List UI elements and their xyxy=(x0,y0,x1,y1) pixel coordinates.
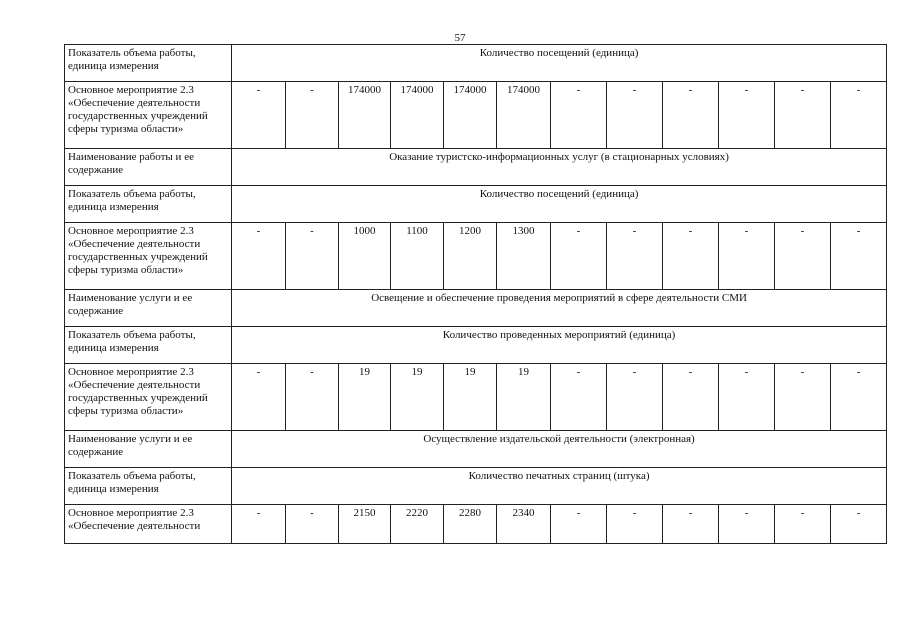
indicator-label: Показатель объема работы, единица измерения xyxy=(65,45,232,82)
service-name-label: Наименование услуги и ее содержание xyxy=(65,290,232,327)
value-cell: - xyxy=(286,223,339,290)
value-cell: 1000 xyxy=(339,223,391,290)
table-row xyxy=(65,290,887,327)
value-cell: - xyxy=(831,364,887,431)
value-cell: - xyxy=(551,82,607,149)
indicator-text: Количество посещений (единица) xyxy=(232,186,887,223)
value-cell: 2280 xyxy=(444,505,497,544)
value-cell: - xyxy=(719,223,775,290)
value-cell: - xyxy=(663,505,719,544)
table-row xyxy=(65,364,887,431)
value-cell: - xyxy=(831,82,887,149)
value-cell: 2150 xyxy=(339,505,391,544)
value-cell: 19 xyxy=(497,364,551,431)
name-text: Освещение и обеспечение проведения мероприятий в сфере деятельности СМИ xyxy=(232,290,887,327)
value-cell: - xyxy=(232,82,286,149)
indicators-table xyxy=(64,44,887,544)
indicator-text: Количество печатных страниц (штука) xyxy=(232,468,887,505)
value-cell: - xyxy=(663,223,719,290)
indicator-label: Показатель объема работы, единица измерения xyxy=(65,327,232,364)
service-name-label: Наименование услуги и ее содержание xyxy=(65,431,232,468)
activity-label: Основное мероприятие 2.3 «Обеспечение деятельности xyxy=(65,505,232,544)
value-cell: 174000 xyxy=(339,82,391,149)
value-cell: 1100 xyxy=(391,223,444,290)
value-cell: 2220 xyxy=(391,505,444,544)
value-cell: 1200 xyxy=(444,223,497,290)
value-cell: - xyxy=(232,223,286,290)
page-number: 57 xyxy=(454,32,466,44)
value-cell: - xyxy=(551,505,607,544)
table-row xyxy=(65,186,887,223)
value-cell: 174000 xyxy=(444,82,497,149)
value-cell: - xyxy=(232,364,286,431)
activity-label: Основное мероприятие 2.3 «Обеспечение деятельности государственных учреждений сферы туризма области» xyxy=(65,82,232,149)
value-cell: - xyxy=(286,505,339,544)
value-cell: 19 xyxy=(339,364,391,431)
value-cell: 1300 xyxy=(497,223,551,290)
value-cell: - xyxy=(663,364,719,431)
value-cell: 174000 xyxy=(497,82,551,149)
value-cell: 19 xyxy=(444,364,497,431)
table-row xyxy=(65,468,887,505)
table-row xyxy=(65,327,887,364)
table-row xyxy=(65,149,887,186)
name-text: Осуществление издательской деятельности (электронная) xyxy=(232,431,887,468)
value-cell: - xyxy=(286,364,339,431)
value-cell: - xyxy=(232,505,286,544)
table-row xyxy=(65,505,887,544)
value-cell: - xyxy=(831,505,887,544)
indicator-text: Количество проведенных мероприятий (единица) xyxy=(232,327,887,364)
value-cell: - xyxy=(551,223,607,290)
value-cell: - xyxy=(551,364,607,431)
value-cell: - xyxy=(775,505,831,544)
value-cell: - xyxy=(663,82,719,149)
indicator-text: Количество посещений (единица) xyxy=(232,45,887,82)
value-cell: - xyxy=(719,364,775,431)
activity-label: Основное мероприятие 2.3 «Обеспечение деятельности государственных учреждений сферы туризма области» xyxy=(65,223,232,290)
value-cell: - xyxy=(607,505,663,544)
value-cell: - xyxy=(286,82,339,149)
value-cell: 19 xyxy=(391,364,444,431)
table-row xyxy=(65,45,887,82)
table-row xyxy=(65,82,887,149)
indicator-label: Показатель объема работы, единица измерения xyxy=(65,468,232,505)
table-row xyxy=(65,223,887,290)
value-cell: - xyxy=(607,82,663,149)
value-cell: 174000 xyxy=(391,82,444,149)
value-cell: - xyxy=(607,364,663,431)
name-text: Оказание туристско-информационных услуг (в стационарных условиях) xyxy=(232,149,887,186)
work-name-label: Наименование работы и ее содержание xyxy=(65,149,232,186)
indicator-label: Показатель объема работы, единица измерения xyxy=(65,186,232,223)
value-cell: - xyxy=(775,364,831,431)
value-cell: - xyxy=(719,505,775,544)
value-cell: - xyxy=(775,82,831,149)
table-row xyxy=(65,431,887,468)
value-cell: - xyxy=(831,223,887,290)
value-cell: 2340 xyxy=(497,505,551,544)
value-cell: - xyxy=(719,82,775,149)
value-cell: - xyxy=(607,223,663,290)
activity-label: Основное мероприятие 2.3 «Обеспечение деятельности государственных учреждений сферы туризма области» xyxy=(65,364,232,431)
value-cell: - xyxy=(775,223,831,290)
